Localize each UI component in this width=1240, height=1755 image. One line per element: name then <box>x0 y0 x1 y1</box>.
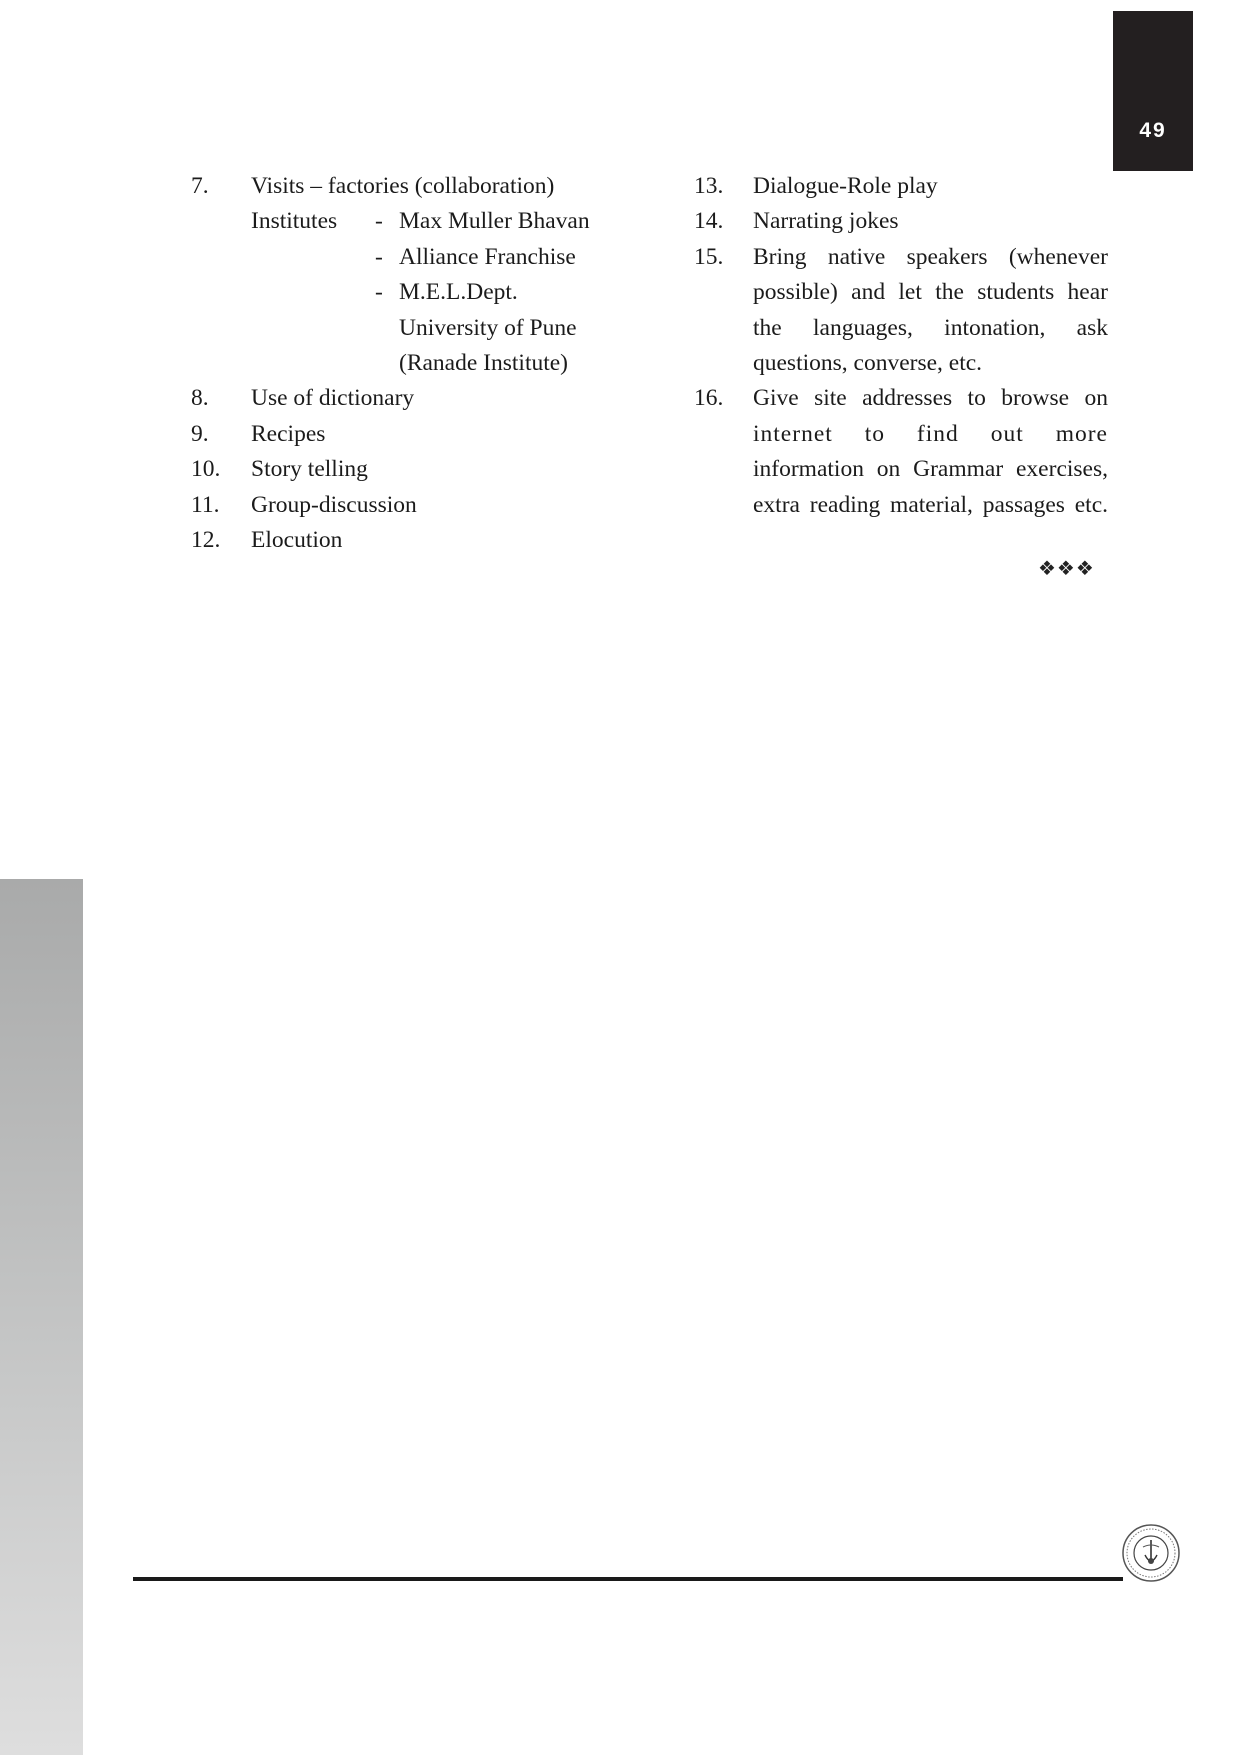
dash: - <box>375 208 383 235</box>
item-text-line: Give site addresses to browse on <box>753 385 1108 412</box>
item-number: 15. <box>694 243 724 270</box>
list-item <box>191 488 631 523</box>
institute-continuation-text: University of Pune <box>399 314 577 341</box>
item-text: Story telling <box>251 456 368 483</box>
item-continuation <box>694 417 1108 452</box>
university-seal-icon <box>1121 1523 1181 1583</box>
page-number-tab <box>1113 11 1193 171</box>
item-text-line: internet to find out more <box>753 420 1108 447</box>
item-continuation <box>694 488 1108 523</box>
side-decorative-bar <box>0 879 83 1755</box>
list-item-14 <box>694 204 1108 239</box>
footer-rule <box>133 1577 1123 1581</box>
institute-continuation-text: (Ranade Institute) <box>399 350 569 377</box>
list-item-7 <box>191 169 631 204</box>
list-item <box>191 523 631 558</box>
item-number: 8. <box>191 385 209 412</box>
institute-line <box>191 204 631 239</box>
item-number: 12. <box>191 527 221 554</box>
item-text: Use of dictionary <box>251 385 415 412</box>
item-text-line: Bring native speakers (whenever <box>753 243 1108 270</box>
item-continuation <box>694 452 1108 487</box>
institute-continuation <box>191 311 631 346</box>
item-text: Narrating jokes <box>753 208 899 235</box>
item-continuation <box>694 346 1108 381</box>
list-item-15 <box>694 240 1108 275</box>
institute-name: Alliance Franchise <box>399 243 576 270</box>
item-text: Dialogue-Role play <box>753 173 938 199</box>
institute-line <box>191 240 631 275</box>
list-item <box>191 381 631 416</box>
item-number: 9. <box>191 420 209 447</box>
right-column <box>694 169 1108 523</box>
list-item <box>191 452 631 487</box>
item-number: 7. <box>191 173 209 199</box>
list-item <box>191 417 631 452</box>
item-number: 16. <box>694 385 724 412</box>
item-text-line: possible) and let the students hear <box>753 279 1108 306</box>
item-number: 13. <box>694 173 724 199</box>
item-text-line: extra reading material, passages etc. <box>753 491 1108 518</box>
page-number: 49 <box>1139 119 1167 142</box>
item-text-line: the languages, intonation, ask <box>753 314 1108 341</box>
item-text: Group-discussion <box>251 491 417 518</box>
item-text: Recipes <box>251 420 326 447</box>
item-number: 14. <box>694 208 724 235</box>
institute-name: M.E.L.Dept. <box>399 279 518 306</box>
institute-name: Max Muller Bhavan <box>399 208 590 235</box>
item-continuation <box>694 275 1108 310</box>
item-number: 11. <box>191 491 220 518</box>
item-text: Elocution <box>251 527 343 554</box>
item-continuation <box>694 311 1108 346</box>
item-text: Visits – factories (collaboration) <box>251 173 555 199</box>
list-item-13 <box>694 169 1108 204</box>
item-number: 10. <box>191 456 221 483</box>
institute-continuation <box>191 346 631 381</box>
institutes-label: Institutes <box>251 208 338 235</box>
section-end-ornament: ❖❖❖ <box>1038 556 1095 580</box>
dash: - <box>375 243 383 270</box>
item-text-line: information on Grammar exercises, <box>753 456 1108 483</box>
list-item-16 <box>694 381 1108 416</box>
item-text-line: questions, converse, etc. <box>753 350 983 377</box>
dash: - <box>375 279 383 306</box>
institute-line <box>191 275 631 310</box>
left-column <box>191 169 631 558</box>
